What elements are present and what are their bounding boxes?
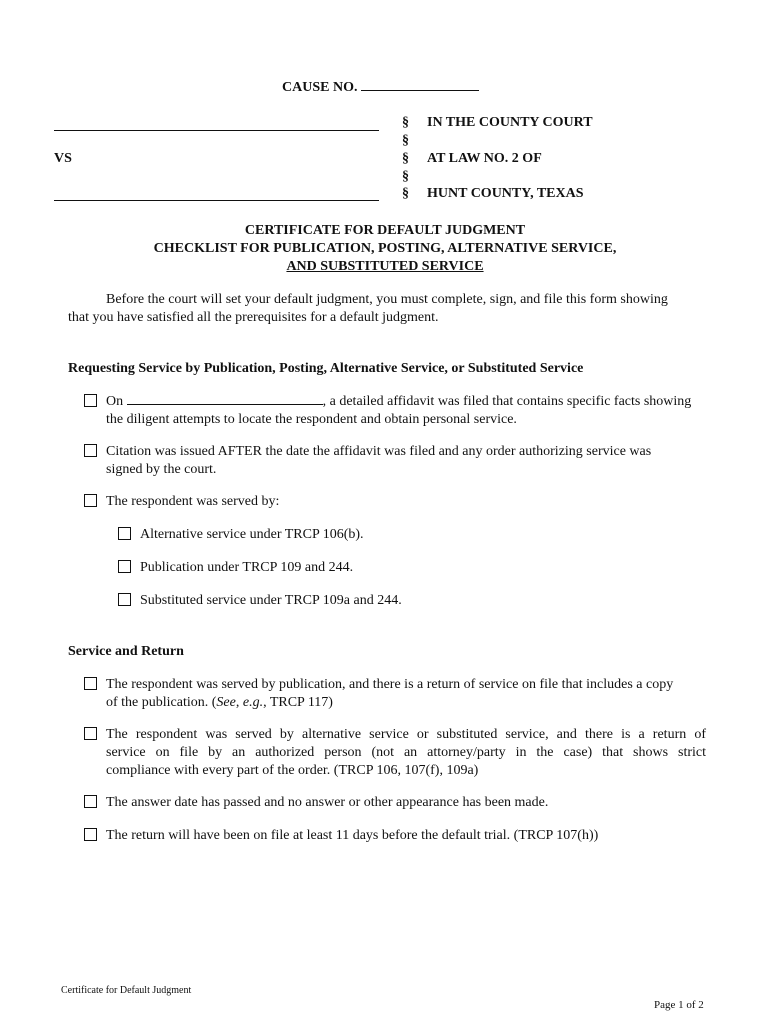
publication-return-line-2 [106, 694, 333, 712]
plaintiff-name-line[interactable] [54, 130, 379, 131]
vs-label: VS [54, 151, 72, 166]
section-symbol: § [402, 133, 409, 148]
answer-date-text: The answer date has passed and no answer or other appearance has been made. [106, 795, 549, 810]
cause-number-line [282, 79, 479, 97]
publication-return-checkbox[interactable] [84, 677, 97, 690]
form-subtitle-2 [0, 258, 770, 276]
form-title: CERTIFICATE FOR DEFAULT JUDGMENT [244, 223, 526, 238]
defendant-name-line[interactable] [54, 200, 379, 201]
affidavit-suffix: , a detailed affidavit was filed that contains specific facts showing [322, 394, 692, 409]
court-line-1: IN THE COUNTY COURT [427, 115, 593, 130]
served-by-text: The respondent was served by: [106, 494, 280, 509]
footer-form-name: Certificate for Default Judgment [61, 985, 192, 996]
publication-return-line-1: The respondent was served by publication, and there is a return of service on file that includes a copy [106, 677, 674, 692]
cause-number-blank[interactable] [361, 90, 479, 91]
publication-return-text-b: , [235, 695, 243, 710]
section-symbol: § [402, 151, 409, 166]
affidavit-text-line-2: the diligent attempts to locate the respondent and obtain personal service. [106, 412, 517, 427]
citation-text-line-1: Citation was issued AFTER the date the affidavit was filed and any order authorizing service was [106, 444, 652, 459]
court-line-2: AT LAW NO. 2 OF [427, 151, 542, 166]
cause-number-label: CAUSE NO. [282, 80, 358, 95]
alternative-return-line-1: The respondent was served by alternative service or substituted service, and there is a return of [106, 727, 706, 742]
alternative-return-line-2: service on file by an authorized person (not an attorney/party in the case) that shows strict [106, 745, 706, 760]
citation-checkbox[interactable] [84, 444, 97, 457]
form-subtitle-1: CHECKLIST FOR PUBLICATION, POSTING, ALTERNATIVE SERVICE, [153, 241, 617, 256]
section-symbol: § [402, 115, 409, 130]
form-subtitle-2-text: AND SUBSTITUTED SERVICE [286, 259, 484, 274]
section-symbol: § [402, 186, 409, 201]
affidavit-date-blank[interactable] [127, 404, 323, 405]
substituted-service-text: Substituted service under TRCP 109a and 244. [140, 593, 402, 608]
return-on-file-text: The return will have been on file at least 11 days before the default trial. (TRCP 107(h)) [106, 828, 599, 843]
footer-page-number: Page 1 of 2 [654, 999, 704, 1011]
citation-text-line-2: signed by the court. [106, 462, 217, 477]
intro-line-1: Before the court will set your default judgment, you must complete, sign, and file this form showing [106, 292, 668, 307]
publication-text: Publication under TRCP 109 and 244. [140, 560, 354, 575]
affidavit-checkbox[interactable] [84, 394, 97, 407]
answer-date-checkbox[interactable] [84, 795, 97, 808]
alternative-return-line-3: compliance with every part of the order. (TRCP 106, 107(f), 109a) [106, 763, 479, 778]
alternative-return-checkbox[interactable] [84, 727, 97, 740]
section-service-return-heading: Service and Return [68, 644, 184, 659]
section-symbol: § [402, 169, 409, 184]
publication-return-text-a: of the publication. ( [106, 695, 217, 710]
court-line-3: HUNT COUNTY, TEXAS [427, 186, 584, 201]
served-by-checkbox[interactable] [84, 494, 97, 507]
publication-return-eg: e.g. [242, 695, 264, 710]
intro-line-2: that you have satisfied all the prerequisites for a default judgment. [68, 310, 439, 325]
section-publication-heading: Requesting Service by Publication, Posting, Alternative Service, or Substituted Service [68, 361, 584, 376]
affidavit-prefix: On [106, 394, 124, 409]
publication-checkbox[interactable] [118, 560, 131, 573]
publication-return-see: See [216, 695, 236, 710]
return-on-file-checkbox[interactable] [84, 828, 97, 841]
alternative-service-text: Alternative service under TRCP 106(b). [140, 527, 364, 542]
substituted-service-checkbox[interactable] [118, 593, 131, 606]
publication-return-text-c: , TRCP 117) [263, 695, 333, 710]
alternative-service-checkbox[interactable] [118, 527, 131, 540]
affidavit-text-line-1 [106, 393, 706, 411]
